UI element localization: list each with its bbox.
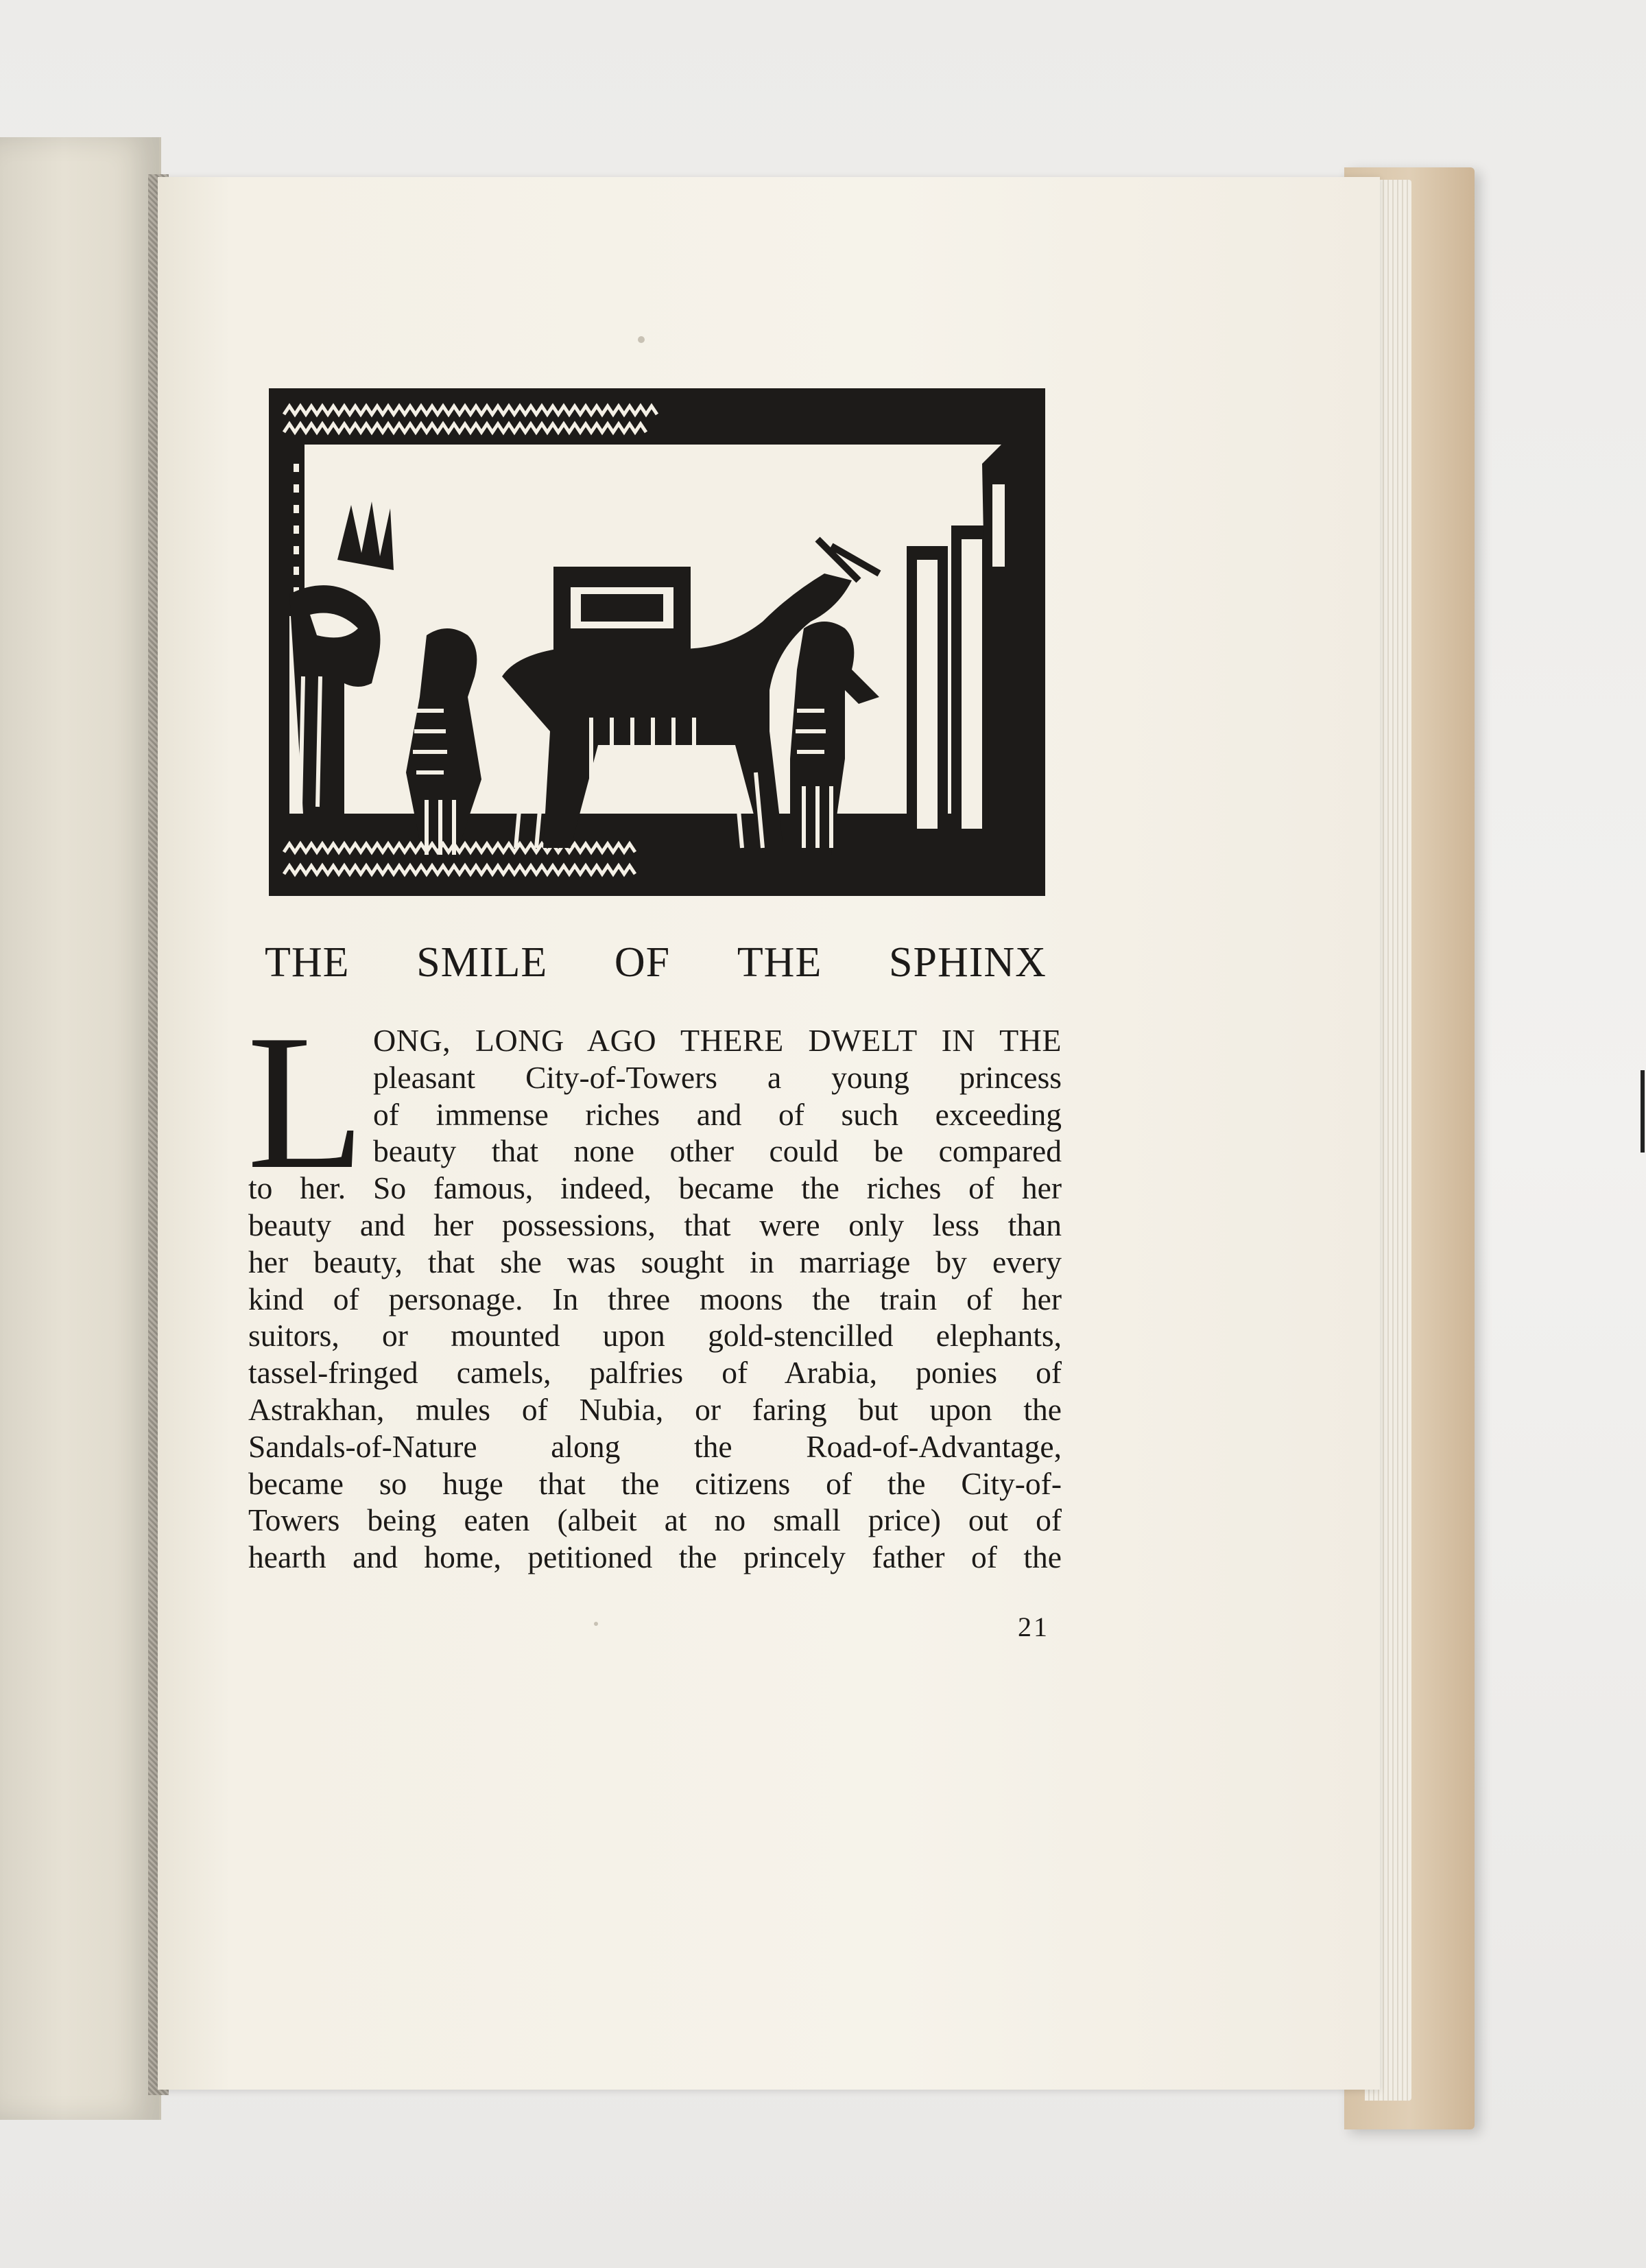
text-line: of immense riches and of such exceeding: [373, 1096, 1062, 1132]
text-line: kind of personage. In three moons the train of her: [248, 1281, 1062, 1316]
left-page: [0, 137, 161, 2120]
title-word: OF: [614, 939, 671, 986]
text-line: suitors, or mounted upon gold-stencilled elephants,: [248, 1318, 1062, 1354]
text-line: beauty that none other could be compared: [373, 1133, 1062, 1169]
text-line: ONG, LONG AGO THERE DWELT IN THE: [373, 1023, 1062, 1058]
woodcut-illustration: [269, 388, 1045, 896]
edge-mark: [1641, 1070, 1645, 1153]
text-line: Astrakhan, mules of Nubia, or faring but upon the: [248, 1391, 1062, 1427]
title-word: SPHINX: [889, 939, 1047, 986]
text-line: Towers being eaten (albeit at no small price) out of: [248, 1502, 1062, 1538]
text-line: tassel-fringed camels, palfries of Arabia, ponies of: [248, 1355, 1062, 1391]
body-text: [248, 1022, 1062, 1576]
title-word: SMILE: [416, 939, 548, 986]
text-line: hearth and home, petitioned the princely father of the: [248, 1539, 1062, 1575]
title-word: THE: [265, 939, 350, 986]
text-line: became so huge that the citizens of the City-of-: [248, 1465, 1062, 1501]
text-line: to her. So famous, indeed, became the riches of her: [248, 1170, 1062, 1206]
text-line: pleasant City-of-Towers a young princess: [373, 1059, 1062, 1095]
chapter-title: [265, 938, 1047, 987]
text-line: her beauty, that she was sought in marriage by every: [248, 1244, 1062, 1279]
page-number: 21: [1018, 1611, 1049, 1642]
drop-cap: L: [247, 995, 366, 1209]
text-line: beauty and her possessions, that were only less than: [248, 1207, 1062, 1242]
paper-speck: [638, 336, 645, 343]
title-word: THE: [737, 939, 822, 986]
paper-speck: [594, 1622, 598, 1626]
text-line: Sandals-of-Nature along the Road-of-Advantage,: [248, 1428, 1062, 1464]
